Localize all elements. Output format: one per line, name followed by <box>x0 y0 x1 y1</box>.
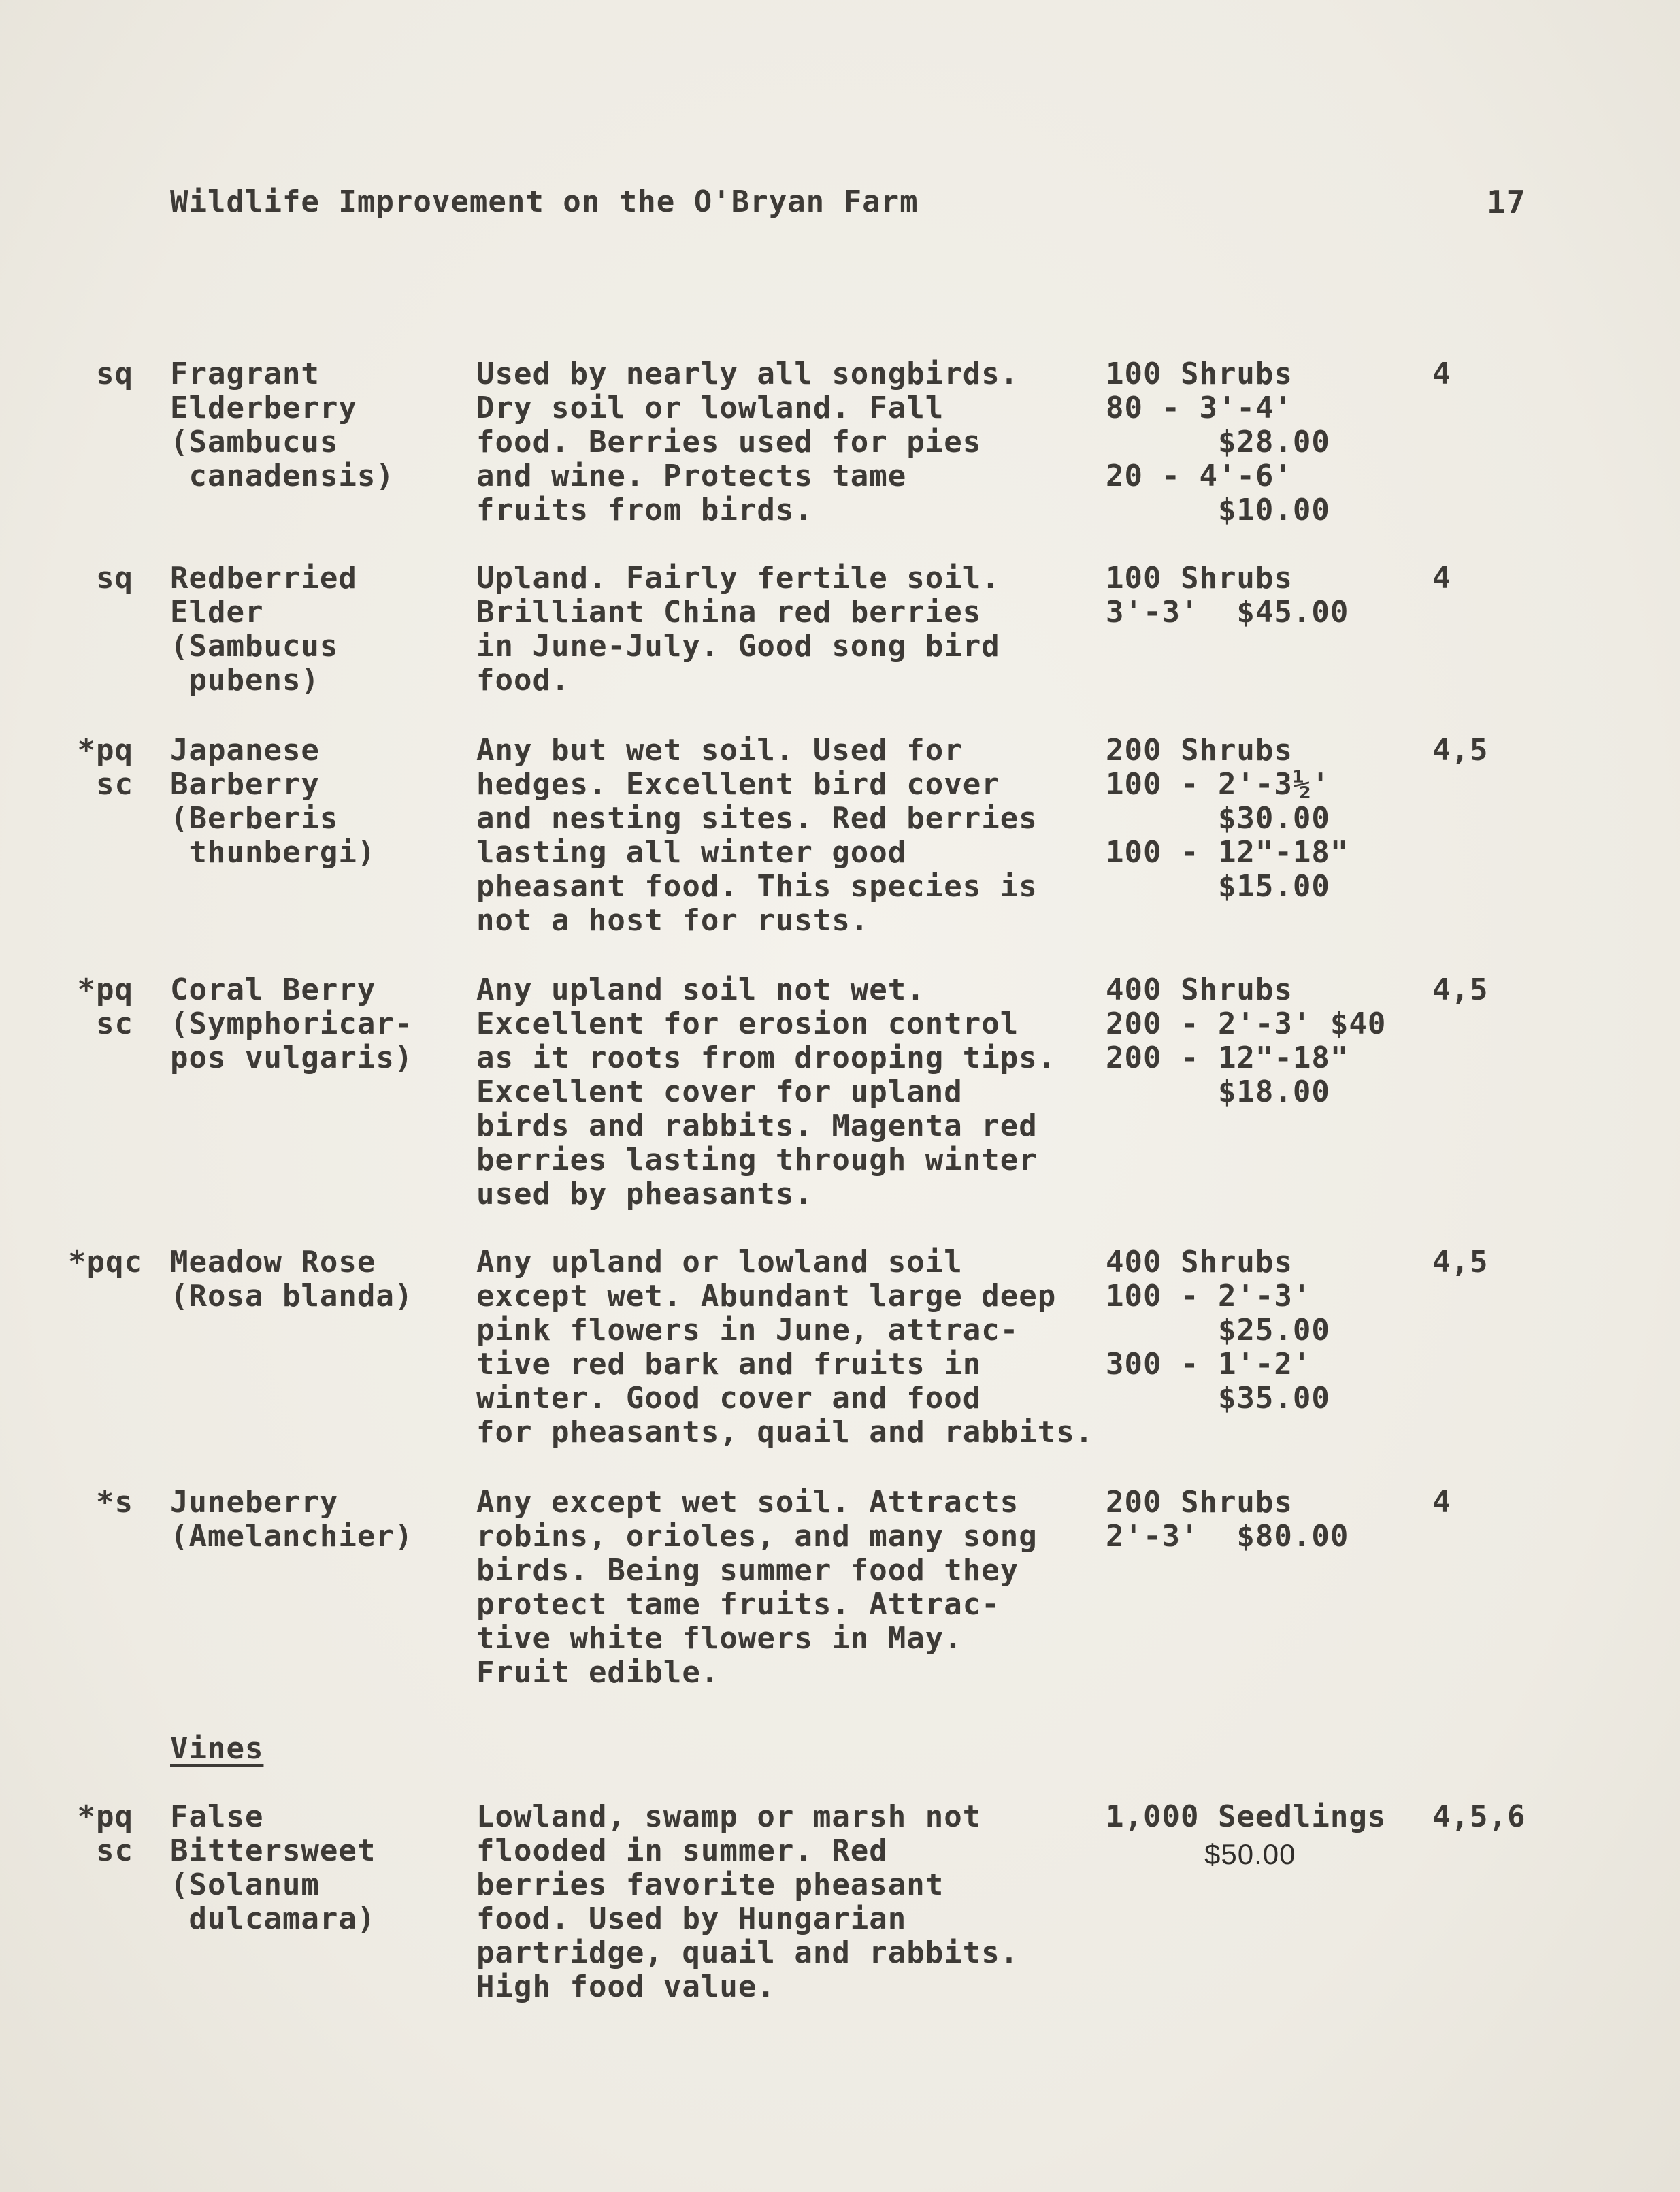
plant-quantity: 200 Shrubs 2'-3' $80.00 <box>1106 1485 1349 1554</box>
plant-zones: 4,5 <box>1432 733 1489 768</box>
plant-name: Japanese Barberry (Berberis thunbergi) <box>170 733 376 870</box>
plant-description: Upland. Fairly fertile soil. Brilliant China red berries in June-July. Good song bird food. <box>476 561 1000 698</box>
plant-name: Fragrant Elderberry (Sambucus canadensis) <box>170 357 395 493</box>
plant-quantity: 200 Shrubs 100 - 2'-3½' $30.00 100 - 12"-18" $15.00 <box>1106 733 1349 904</box>
entry-code: *pq sc <box>77 972 133 1041</box>
page-number: 17 <box>1487 184 1526 220</box>
plant-zones: 4 <box>1432 561 1451 595</box>
plant-name: False Bittersweet (Solanum dulcamara) <box>170 1799 376 1936</box>
plant-description: Any upland or lowland soil except wet. Abundant large deep pink flowers in June, attrac- tive red bark and fruits in winter. Good cover and food for pheasants, quail and rabbits. <box>476 1245 1094 1450</box>
entry-code: sq <box>96 561 133 595</box>
plant-quantity: 100 Shrubs 3'-3' $45.00 <box>1106 561 1349 629</box>
plant-description: Any but wet soil. Used for hedges. Excellent bird cover and nesting sites. Red berries lasting all winter good pheasant food. This species is not a host for rusts. <box>476 733 1038 938</box>
plant-zones: 4,5 <box>1432 1245 1489 1279</box>
entry-code: sq <box>96 357 133 391</box>
plant-name: Redberried Elder (Sambucus pubens) <box>170 561 357 698</box>
plant-quantity: 400 Shrubs 200 - 2'-3' $40 200 - 12"-18" $18.00 <box>1106 972 1387 1109</box>
plant-zones: 4,5,6 <box>1432 1799 1526 1834</box>
plant-name: Coral Berry (Symphoricar- pos vulgaris) <box>170 972 414 1075</box>
plant-name: Juneberry (Amelanchier) <box>170 1485 414 1554</box>
plant-description: Any except wet soil. Attracts robins, orioles, and many song birds. Being summer food they protect tame fruits. Attrac- tive white flowers in May. Fruit edible. <box>476 1485 1038 1690</box>
plant-quantity: 400 Shrubs 100 - 2'-3' $25.00 300 - 1'-2' $35.00 <box>1106 1245 1330 1416</box>
plant-description: Any upland soil not wet. Excellent for erosion control as it roots from drooping tips. Excellent cover for upland birds and rabbits. Magenta red berries lasting through winter used by pheasants. <box>476 972 1057 1211</box>
handwritten-price: $50.00 <box>1204 1838 1296 1870</box>
entry-code: *pqc <box>68 1245 143 1279</box>
plant-quantity: 100 Shrubs 80 - 3'-4' $28.00 20 - 4'-6' $10.00 <box>1106 357 1330 527</box>
section-heading: Vines <box>170 1731 264 1766</box>
plant-zones: 4 <box>1432 1485 1451 1520</box>
plant-zones: 4,5 <box>1432 972 1489 1007</box>
entry-code: *s <box>96 1485 133 1520</box>
plant-zones: 4 <box>1432 357 1451 391</box>
plant-quantity: 1,000 Seedlings <box>1106 1799 1387 1834</box>
plant-description: Lowland, swamp or marsh not flooded in summer. Red berries favorite pheasant food. Used by Hungarian partridge, quail and rabbits. High food value. <box>476 1799 1019 2004</box>
entry-code: *pq sc <box>77 1799 133 1868</box>
page-header: Wildlife Improvement on the O'Bryan Farm <box>170 184 919 219</box>
plant-name: Meadow Rose (Rosa blanda) <box>170 1245 414 1313</box>
entry-code: *pq sc <box>77 733 133 802</box>
plant-description: Used by nearly all songbirds. Dry soil or lowland. Fall food. Berries used for pies and wine. Protects tame fruits from birds. <box>476 357 1019 527</box>
